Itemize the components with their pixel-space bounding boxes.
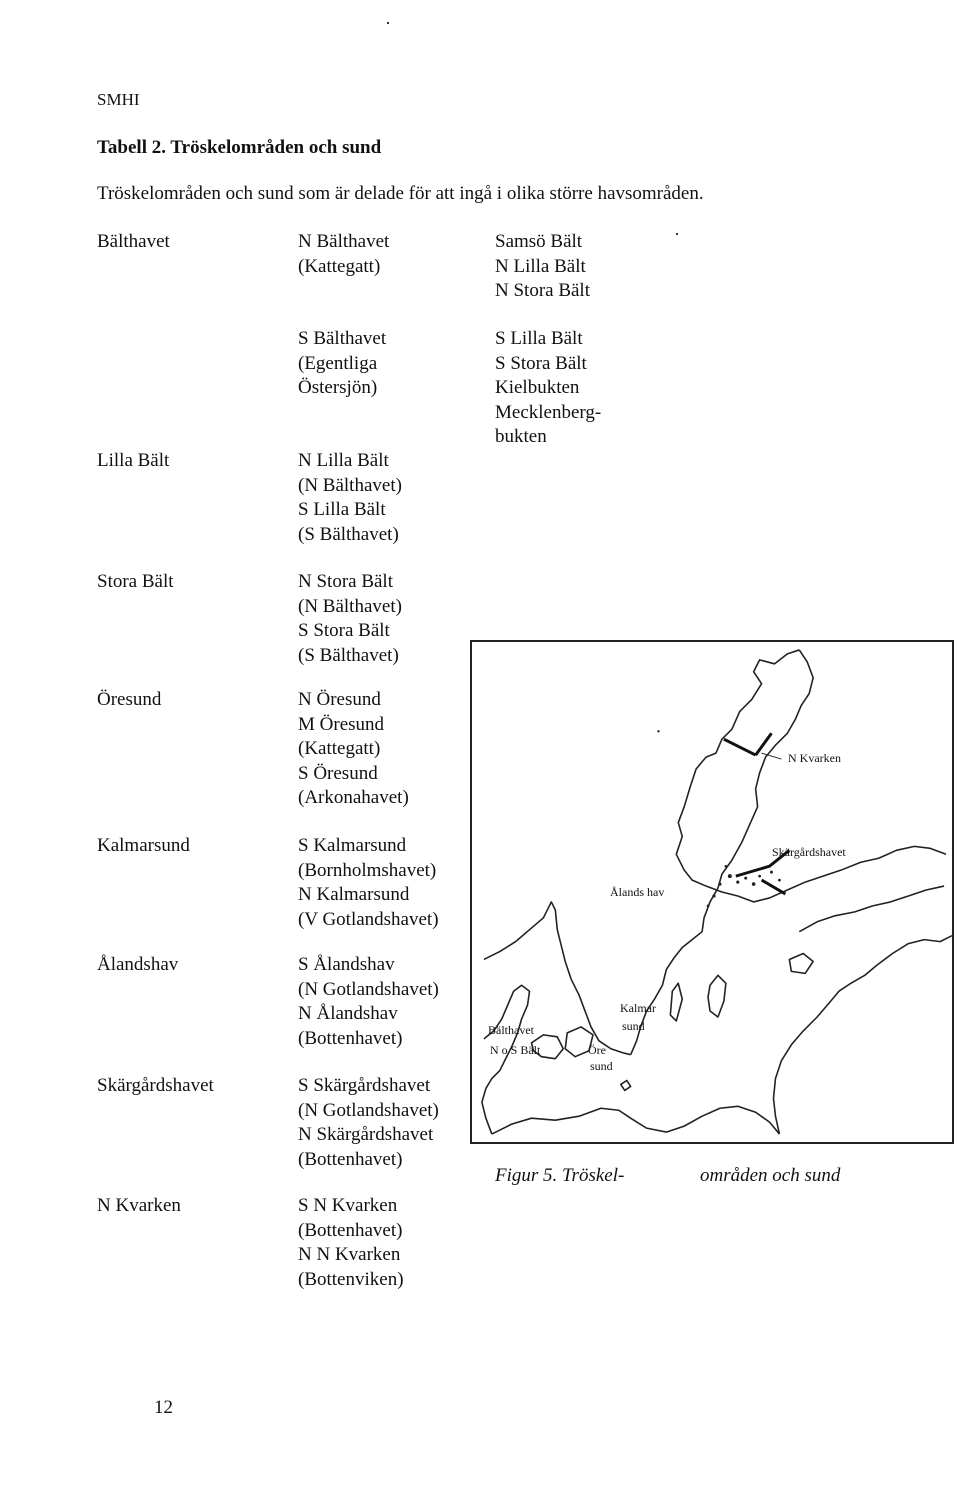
row-sub-lilla-balt: N Lilla Bält (N Bälthavet) S Lilla Bält (S Bälthavet) [298, 450, 402, 545]
map-label-n-kvarken: N Kvarken [788, 751, 841, 765]
southern-baltic-coast-line [492, 1106, 780, 1134]
figure-caption-right: områden och sund [700, 1165, 841, 1186]
scan-speck [387, 22, 389, 24]
row-sub-stora-balt: N Stora Bält (N Bälthavet) S Stora Bält (S Bälthavet) [298, 571, 402, 666]
page-number: 12 [154, 1397, 173, 1418]
map-label-oresund-line1: Öre [588, 1043, 606, 1057]
row-detail-balthavet-south: S Lilla Bält S Stora Bält Kielbukten Mecklenberg- bukten [495, 328, 602, 447]
baltic-coastline-drawing [472, 642, 952, 1142]
map-label-kalmarsund-line1: Kalmar [620, 1001, 656, 1015]
jutland-coast-line [482, 985, 530, 1134]
table-intro: Tröskelområden och sund som är delade för att ingå i olika större havsområden. [97, 183, 704, 204]
map-label-alands-hav: Ålands hav [610, 885, 665, 899]
scan-speck [676, 233, 678, 235]
row-sub-balthavet-north: N Bälthavet (Kattegatt) [298, 231, 390, 277]
n-kvarken-threshold-line [724, 739, 756, 755]
row-sub-n-kvarken: S N Kvarken (Bottenhavet) N N Kvarken (Bottenviken) [298, 1195, 404, 1290]
row-area-skargardshavet: Skärgårdshavet [97, 1075, 214, 1096]
row-sub-oresund: N Öresund M Öresund (Kattegatt) S Öresund (Arkonahavet) [298, 689, 409, 808]
row-detail-balthavet-north: Samsö Bält N Lilla Bält N Stora Bält [495, 231, 590, 301]
row-area-stora-balt: Stora Bält [97, 571, 174, 592]
table-title: Tabell 2. Tröskelområden och sund [97, 137, 382, 158]
map-label-oresund-line2: sund [590, 1059, 613, 1073]
org-header: SMHI [97, 90, 140, 109]
map-label-balthavet: Bälthavet [488, 1023, 534, 1037]
oland-island-line [670, 983, 682, 1021]
saaremaa-island-line [789, 954, 813, 974]
row-area-oresund: Öresund [97, 689, 162, 710]
figure-caption-left: Figur 5. Tröskel- [495, 1165, 625, 1186]
map-label-n-o-s-balt: N o S Bält [490, 1043, 541, 1057]
map-label-skargardshavet: Skärgårdshavet [772, 845, 846, 859]
row-area-alandshav: Ålandshav [97, 954, 179, 975]
bornholm-island-line [621, 1080, 631, 1090]
alands-hav-threshold-line [762, 880, 786, 894]
row-area-lilla-balt: Lilla Bält [97, 450, 170, 471]
row-sub-kalmarsund: S Kalmarsund (Bornholmshavet) N Kalmarsund (V Gotlandshavet) [298, 835, 439, 930]
row-sub-balthavet-south: S Bälthavet (Egentliga Östersjön) [298, 328, 387, 398]
row-area-kalmarsund: Kalmarsund [97, 835, 190, 856]
baltic-states-coast-line [773, 936, 952, 1134]
gulf-of-finland-south-line [799, 886, 944, 932]
row-area-n-kvarken: N Kvarken [97, 1195, 181, 1216]
row-area-balthavet: Bälthavet [97, 231, 170, 252]
baltic-threshold-map [470, 640, 954, 1144]
row-sub-alandshav: S Ålandshav (N Gotlandshavet) N Ålandshav (Bottenhavet) [298, 954, 439, 1049]
gotland-island-line [708, 975, 726, 1017]
row-sub-skargardshavet: S Skärgårdshavet (N Gotlandshavet) N Skärgårdshavet (Bottenhavet) [298, 1075, 439, 1170]
map-label-kalmarsund-line2: sund [622, 1019, 645, 1033]
